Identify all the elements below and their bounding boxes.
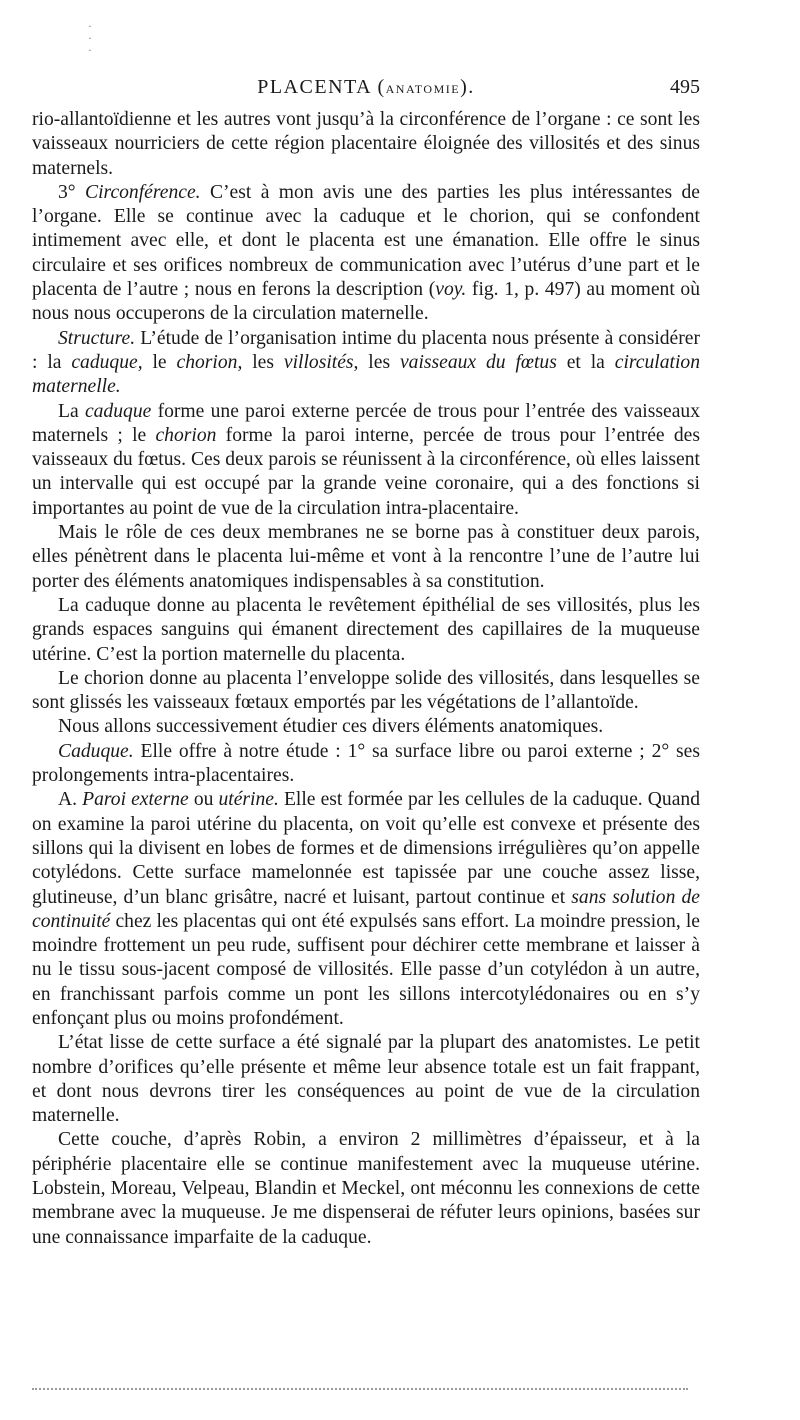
text-run: La [58,400,85,422]
text-run: rio-allantoïdienne et les autres vont jusqu’à la circonférence de l’organe : ce sont les vaisseaux nourriciers de cette région placentaire éloignée des villosités et des sinus maternels. [32,109,700,179]
running-title [32,76,700,99]
paragraph [32,594,700,667]
text-run: Nous allons successivement étudier ces divers éléments anatomiques. [58,716,604,738]
text-run: Cette couche, d’après Robin, a environ 2 millimètres d’épaisseur, et à la périphérie placentaire elle se continue manifestement avec la muqueuse utérine. Lobstein, Moreau, Velpeau, Blandin et Meckel, ont méconnu les connexions de cette membrane avec la muqueuse. Je me dispenserai de réfuter leurs opinions, basées sur une connaissance imparfaite de la caduque. [32,1129,700,1248]
italic-text: circulation maternelle. [32,351,701,398]
running-title-end: ). [460,76,475,98]
italic-text: caduque [84,400,152,422]
paragraph [32,788,700,1031]
paragraph [32,327,700,400]
italic-text: voy. [435,279,467,301]
text-run: et la [556,351,615,373]
text-run: forme une paroi externe percée de trous pour l’entrée des vaisseaux maternels ; le [32,400,700,446]
italic-text: villosités, [283,351,359,373]
text-run: Le chorion donne au placenta l’enveloppe solide des villosités, dans lesquelles se sont glissés les vaisseaux fœtaux emportés par les végétations de l’allantoïde. [32,667,700,714]
text-run: le [142,351,177,373]
paragraph [32,1128,700,1249]
italic-text: Structure. [58,327,136,349]
italic-text: caduque, [71,351,143,373]
text-run: ou [188,789,219,811]
book-page [32,72,700,1250]
italic-text: Paroi externe [82,789,189,811]
italic-text: Caduque. [58,740,134,762]
page-number: 495 [670,76,700,98]
page-header [32,72,700,108]
text-run: L’état lisse de cette surface a été signalé par la plupart des anatomistes. Le petit nombre d’orifices qu’elle présente et même leur absence totale est un fait frappant, et dont nous devrons tirer les conséquences au point de vue de la circulation maternelle. [32,1032,700,1127]
italic-text: chorion [155,424,217,446]
text-run: 3° [58,181,86,203]
paragraph [32,521,700,594]
italic-text: chorion, [176,351,243,373]
paragraph [32,181,700,327]
text-run: C’est à mon avis une des parties les plus intéressantes de l’organe. Elle se continue avec la caduque et le chorion, qui se confondent intimement avec elle, et dont le placenta est une émanation. Elle offre le sinus circulaire et ses orifices nombreux de communication avec l’utérus d’une part et le placenta de l’autre ; nous en ferons la description ( [32,181,700,301]
scan-specks: · · · [88,19,92,57]
text-run: A. [58,789,83,811]
text-run: les [358,351,400,373]
paragraph [32,1031,700,1128]
running-title-small-caps: ANATOMIE [385,82,461,96]
paragraph [32,715,700,739]
text-run: Mais le rôle de ces deux membranes ne se borne pas à constituer deux parois, elles pénètrent dans le placenta lui-même et vont à la rencontre l’une de l’autre lui porter des éléments anatomiques indispensables à sa constitution. [32,522,700,592]
paragraph [32,667,700,716]
text-run: forme la paroi interne, percée de trous pour l’entrée des vaisseaux du fœtus. Ces deux parois se réunissent à la circonférence, où elles laissent un intervalle qui est occupé par la grande veine coronaire, qui a des fonctions si importantes au point de vue de la circulation intra-placentaire. [32,424,700,519]
italic-text: sans solution de continuité [32,886,700,932]
italic-text: vaisseaux du fœtus [399,351,557,373]
text-run: les [242,351,284,373]
body-text [32,108,700,1250]
text-run: chez les placentas qui ont été expulsés sans effort. La moindre pression, le moindre frottement un peu rude, suffisent pour déchirer cette membrane et laisser à nu le tissu sous-jacent composé de villosités. Elle passe d’un cotylédon à un autre, en franchissant parfois comme un pont les sillons intercotylédonaires ou en s’y enfonçant plus ou moins profondément. [32,910,700,1029]
paragraph [32,740,700,789]
text-run: Elle offre à notre étude : 1° sa surface libre ou paroi externe ; 2° ses prolongements intra-placentaires. [32,740,700,787]
text-run: Elle est formée par les cellules de la caduque. Quand on examine la paroi utérine du placenta, on voit qu’elle est convexe et présente des sillons qui la divisent en lobes de formes et de dimensions irrégulières qu’on appelle cotylédons. Cette surface mamelonnée est tapissée par une couche assez lisse, glutineuse, d’un blanc grisâtre, nacré et luisant, partout continue et [32,789,700,908]
italic-text: utérine. [218,789,279,811]
footer-dotted-rule [32,1388,688,1390]
paragraph [32,400,700,521]
italic-text: Circonférence. [85,181,201,203]
text-run: fig. 1, p. 497) au moment où nous nous occuperons de la circulation maternelle. [32,279,701,325]
text-run: La caduque donne au placenta le revêtement épithélial de ses villosités, plus les grands espaces sanguins qui émanent directement des capillaires de la muqueuse utérine. C’est la portion maternelle du placenta. [32,594,700,665]
paragraph [32,108,700,181]
text-run: L’étude de l’organisation intime du placenta nous présente à considérer : la [32,327,700,373]
running-title-main: PLACENTA ( [257,76,386,98]
